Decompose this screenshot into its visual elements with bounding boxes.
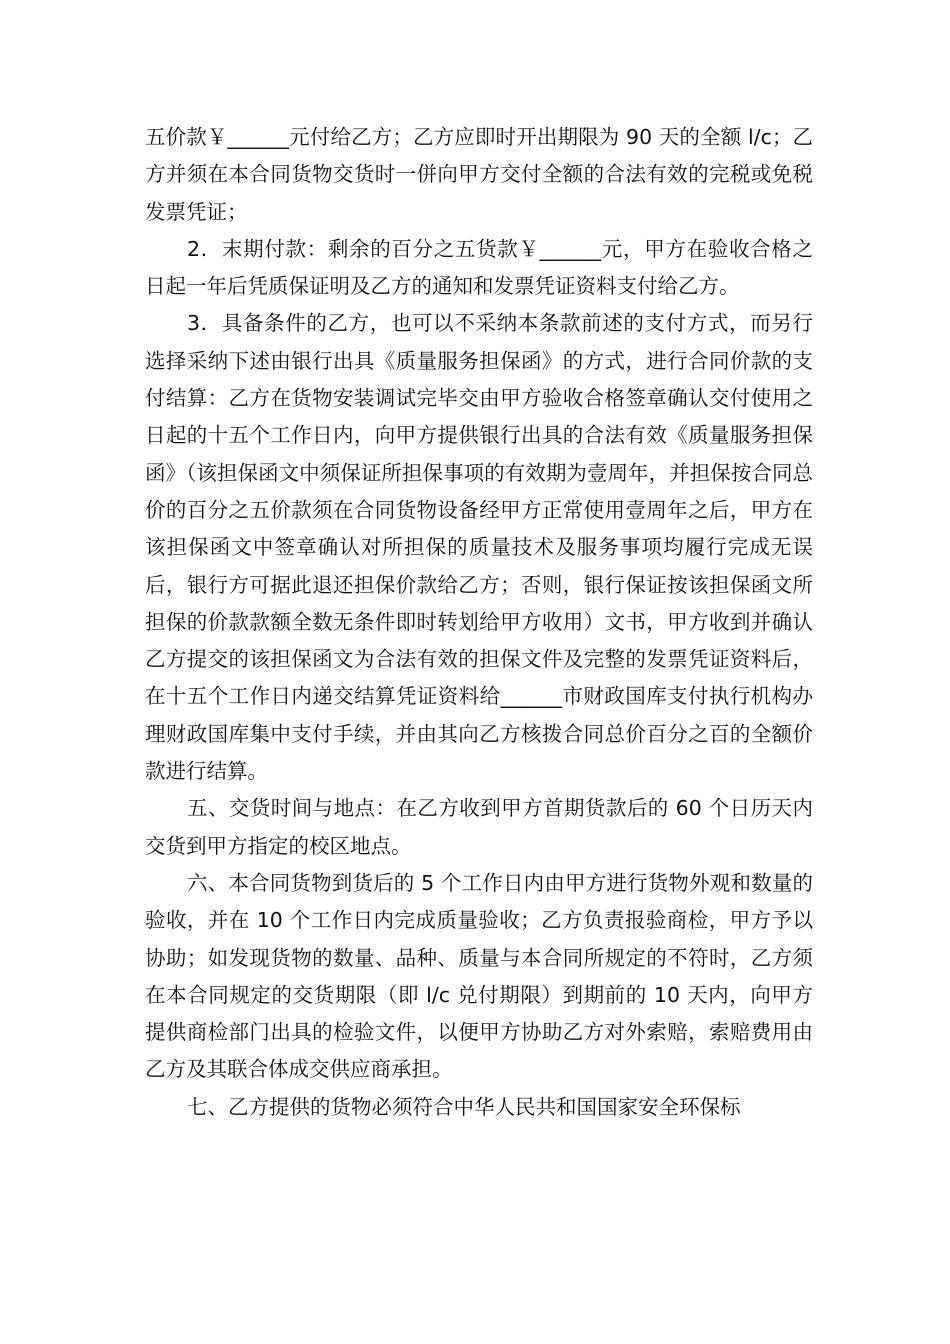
paragraph-final-payment: 2．末期付款：剩余的百分之五货款￥______元，甲方在验收合格之日起一年后凭质保证明及乙方的通知和发票凭证资料支付给乙方。 xyxy=(145,236,813,299)
paragraph-inspection: 六、本合同货物到货后的 5 个工作日内由甲方进行货物外观和数量的验收，并在 10 个工作日内完成质量验收；乙方负责报验商检，甲方予以协助；如发现货物的数量、品种、质量与本合同所规定的不符时，乙方须在本合同规定的交货期限（即 l/c 兑付期限）到期前的 10 天内，向甲方提供商检部门出具的检验文件，以便甲方协助乙方对外索赔，索赔费用由乙方及其联合体成交供应商承担。 xyxy=(145,870,813,1082)
paragraph-payment-terms-continued: 五价款￥______元付给乙方；乙方应即时开出期限为 90 天的全额 l/c；乙方并须在本合同货物交货时一併向甲方交付全额的合法有效的完税或免税发票凭证； xyxy=(145,125,813,224)
document-body xyxy=(145,119,813,1126)
paragraph-delivery-time: 五、交货时间与地点：在乙方收到甲方首期货款后的 60 个日历天内交货到甲方指定的校区地点。 xyxy=(145,796,813,858)
paragraph-standards: 七、乙方提供的货物必须符合中华人民共和国国家安全环保标 xyxy=(187,1094,741,1119)
paragraph-bank-guarantee: 3．具备条件的乙方，也可以不采纳本条款前述的支付方式，而另行选择采纳下述由银行出具《质量服务担保函》的方式，进行合同价款的支付结算：乙方在货物安装调试完毕交由甲方验收合格签章确认交付使用之日起的十五个工作日内，向甲方提供银行出具的合法有效《质量服务担保函》（该担保函文中须保证所担保事项的有效期为壹周年，并担保按合同总价的百分之五价款须在合同货物设备经甲方正常使用壹周年之后，甲方在该担保函文中签章确认对所担保的质量技术及服务事项均履行完成无误后，银行方可据此退还担保价款给乙方；否则，银行保证按该担保函文所担保的价款款额全数无条件即时转划给甲方收用）文书，甲方收到并确认乙方提交的该担保函文为合法有效的担保文件及完整的发票凭证资料后，在十五个工作日内递交结算凭证资料给______市财政国库支付执行机构办理财政国库集中支付手续，并由其向乙方核拨合同总价百分之百的全额价款进行结算。 xyxy=(145,311,813,784)
